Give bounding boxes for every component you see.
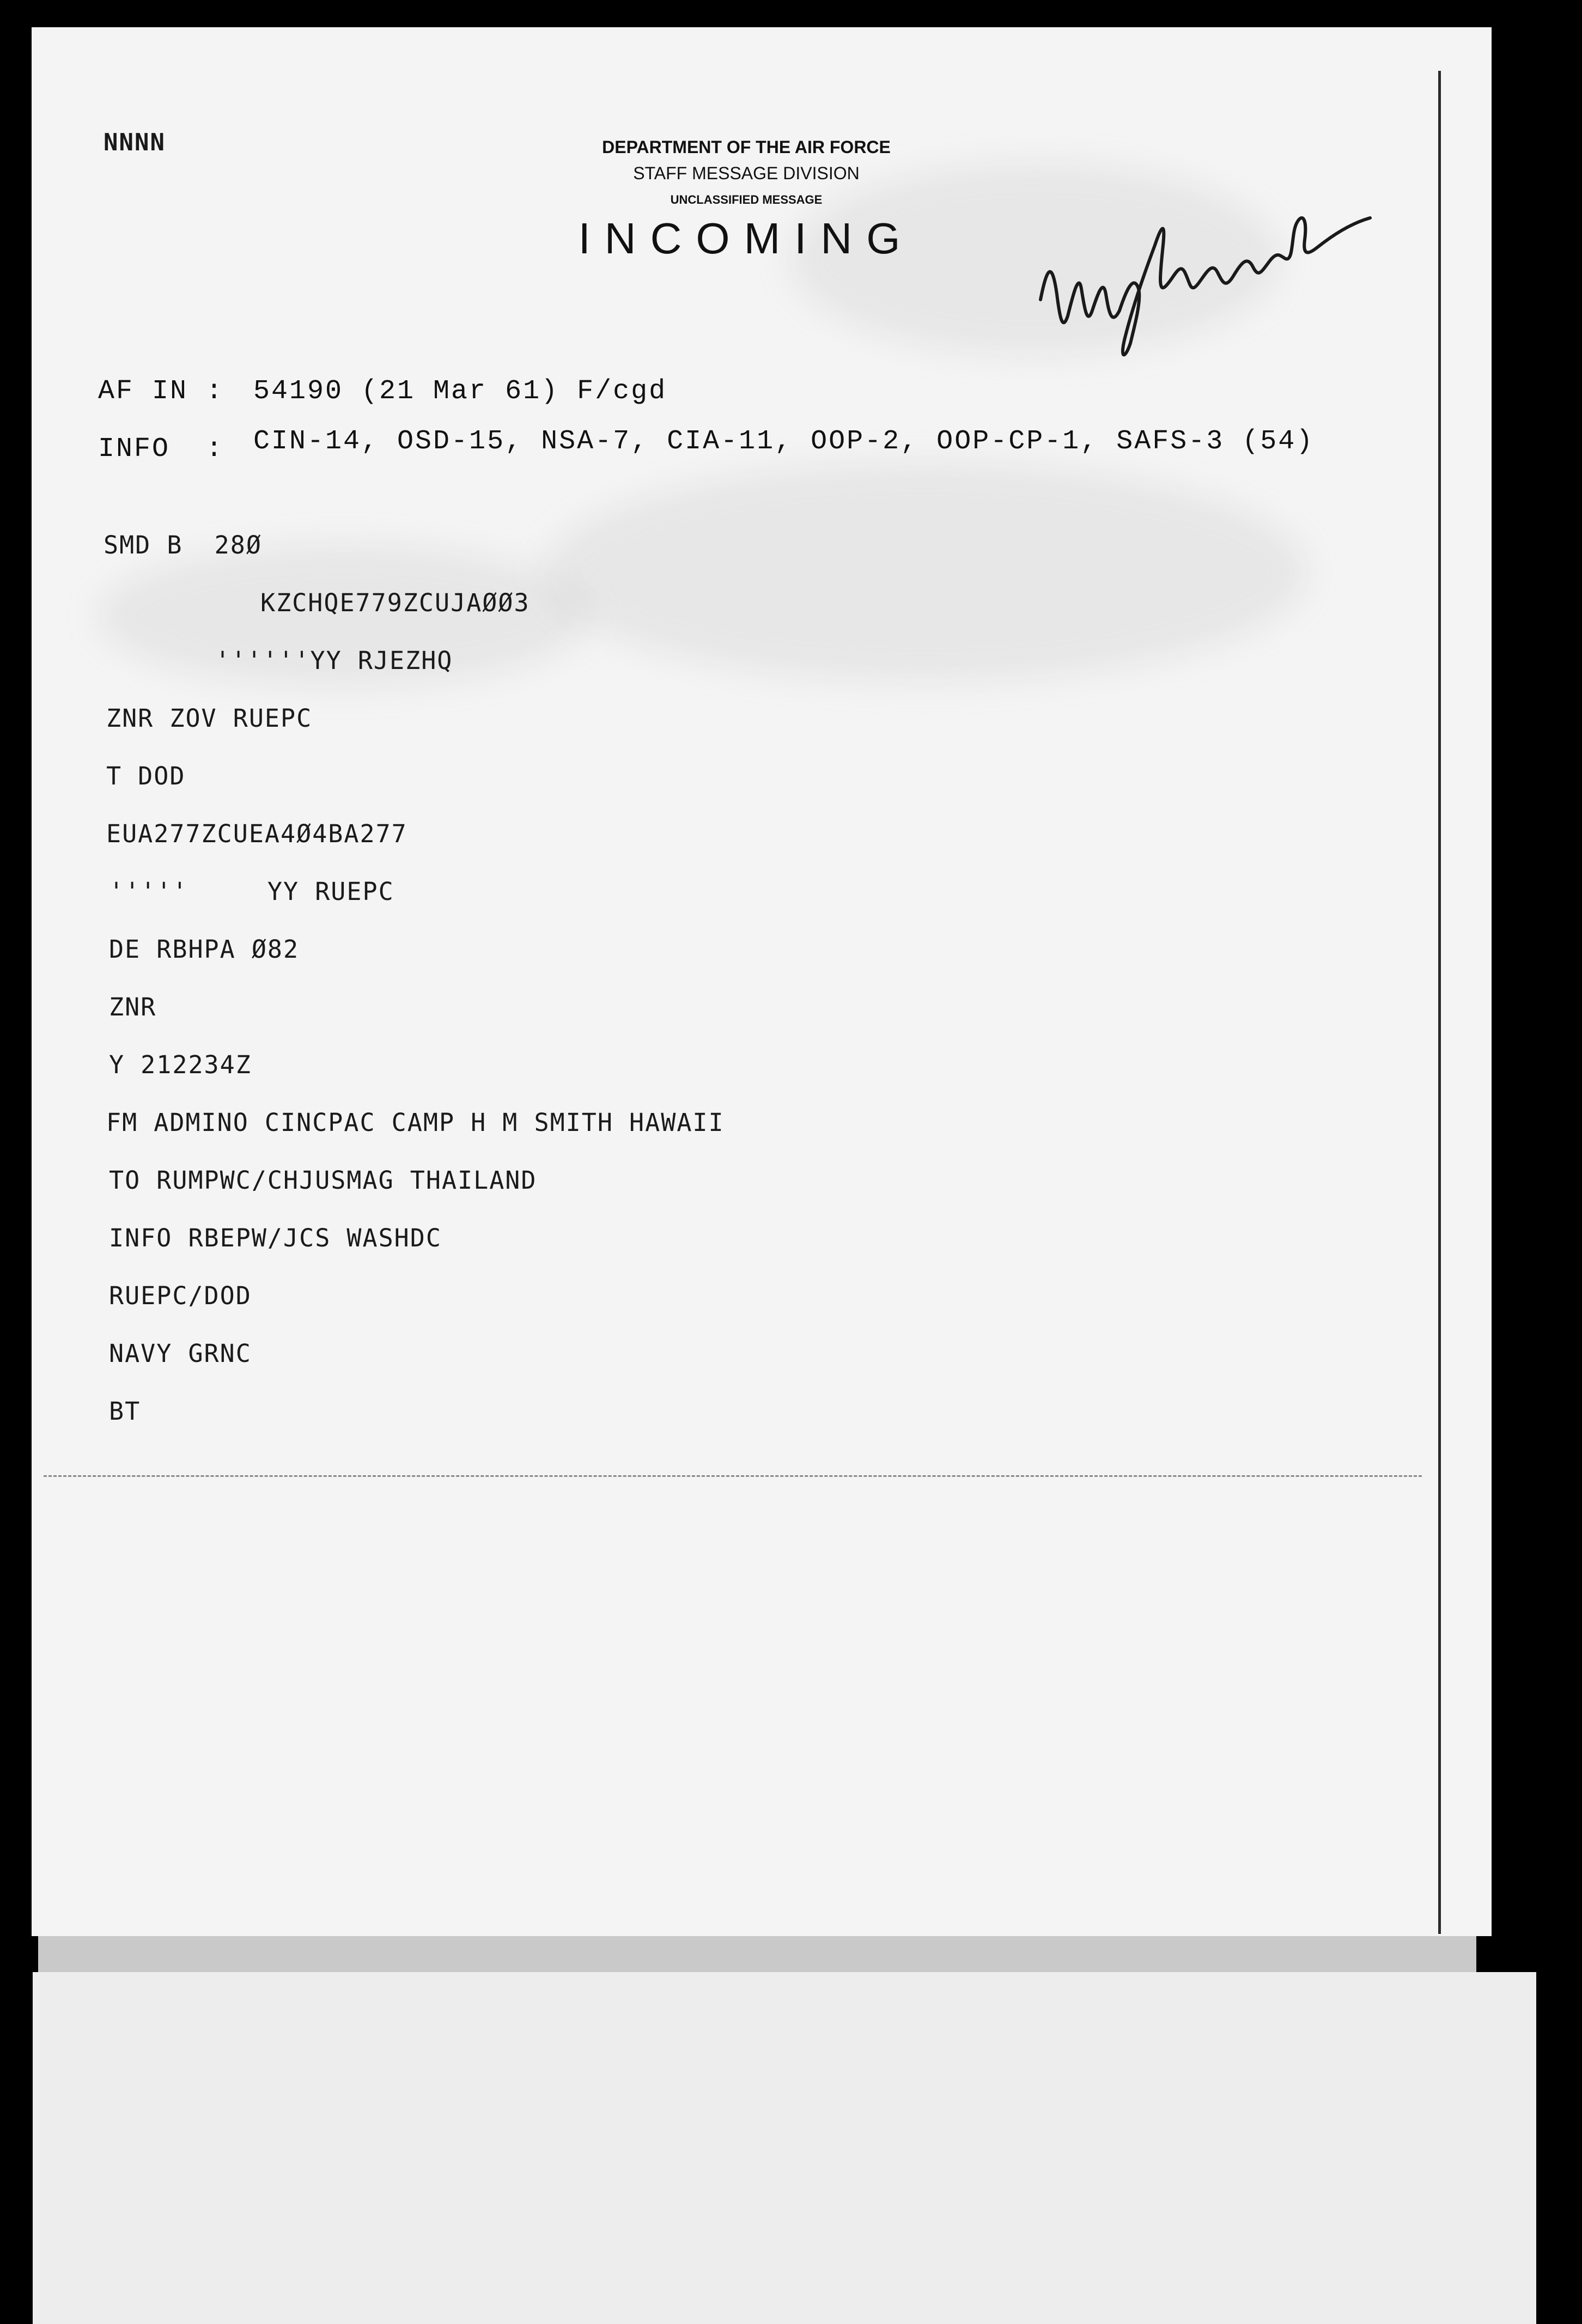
info-distribution: CIN-14, OSD-15, NSA-7, CIA-11, OOP-2, OOP-CP-1, SAFS-3 (54)	[253, 426, 1315, 457]
department-heading: DEPARTMENT OF THE AIR FORCE	[602, 137, 891, 157]
message-line: SMD B 28Ø	[104, 531, 262, 559]
corner-mark: NNNN	[104, 129, 166, 156]
tear-line	[44, 1475, 1422, 1477]
message-line: Y 212234Z	[109, 1050, 252, 1079]
division-heading: STAFF MESSAGE DIVISION	[633, 163, 860, 183]
handwritten-signature	[1030, 163, 1378, 381]
message-line: ''''' YY RUEPC	[109, 877, 394, 906]
af-in-label: AF IN :	[98, 376, 224, 407]
classification-label: UNCLASSIFIED MESSAGE	[670, 193, 823, 206]
message-line: NAVY GRNC	[109, 1339, 252, 1368]
message-line: BT	[109, 1397, 141, 1426]
message-line: ZNR	[109, 993, 157, 1021]
message-line: INFO RBEPW/JCS WASHDC	[109, 1224, 442, 1252]
message-line: EUA277ZCUEA4Ø4BA277	[106, 819, 407, 848]
message-line: T DOD	[106, 762, 186, 790]
incoming-title: INCOMING	[578, 214, 915, 263]
message-line: RUEPC/DOD	[109, 1281, 252, 1310]
photocopy-smudge	[545, 463, 1307, 681]
message-line: ZNR ZOV RUEPC	[106, 704, 313, 733]
message-line: ''''''YY RJEZHQ	[215, 646, 453, 675]
page-shadow-strip	[38, 1936, 1476, 1972]
right-margin-rule	[1438, 71, 1441, 1934]
message-line: KZCHQE779ZCUJAØØ3	[260, 588, 530, 617]
message-line: TO RUMPWC/CHJUSMAG THAILAND	[109, 1166, 537, 1195]
af-in-value: 54190 (21 Mar 61) F/cgd	[253, 376, 667, 407]
lower-page-edge	[33, 1972, 1536, 2324]
message-line: DE RBHPA Ø82	[109, 935, 300, 964]
info-label: INFO :	[98, 434, 224, 465]
message-line: FM ADMINO CINCPAC CAMP H M SMITH HAWAII	[106, 1108, 725, 1137]
